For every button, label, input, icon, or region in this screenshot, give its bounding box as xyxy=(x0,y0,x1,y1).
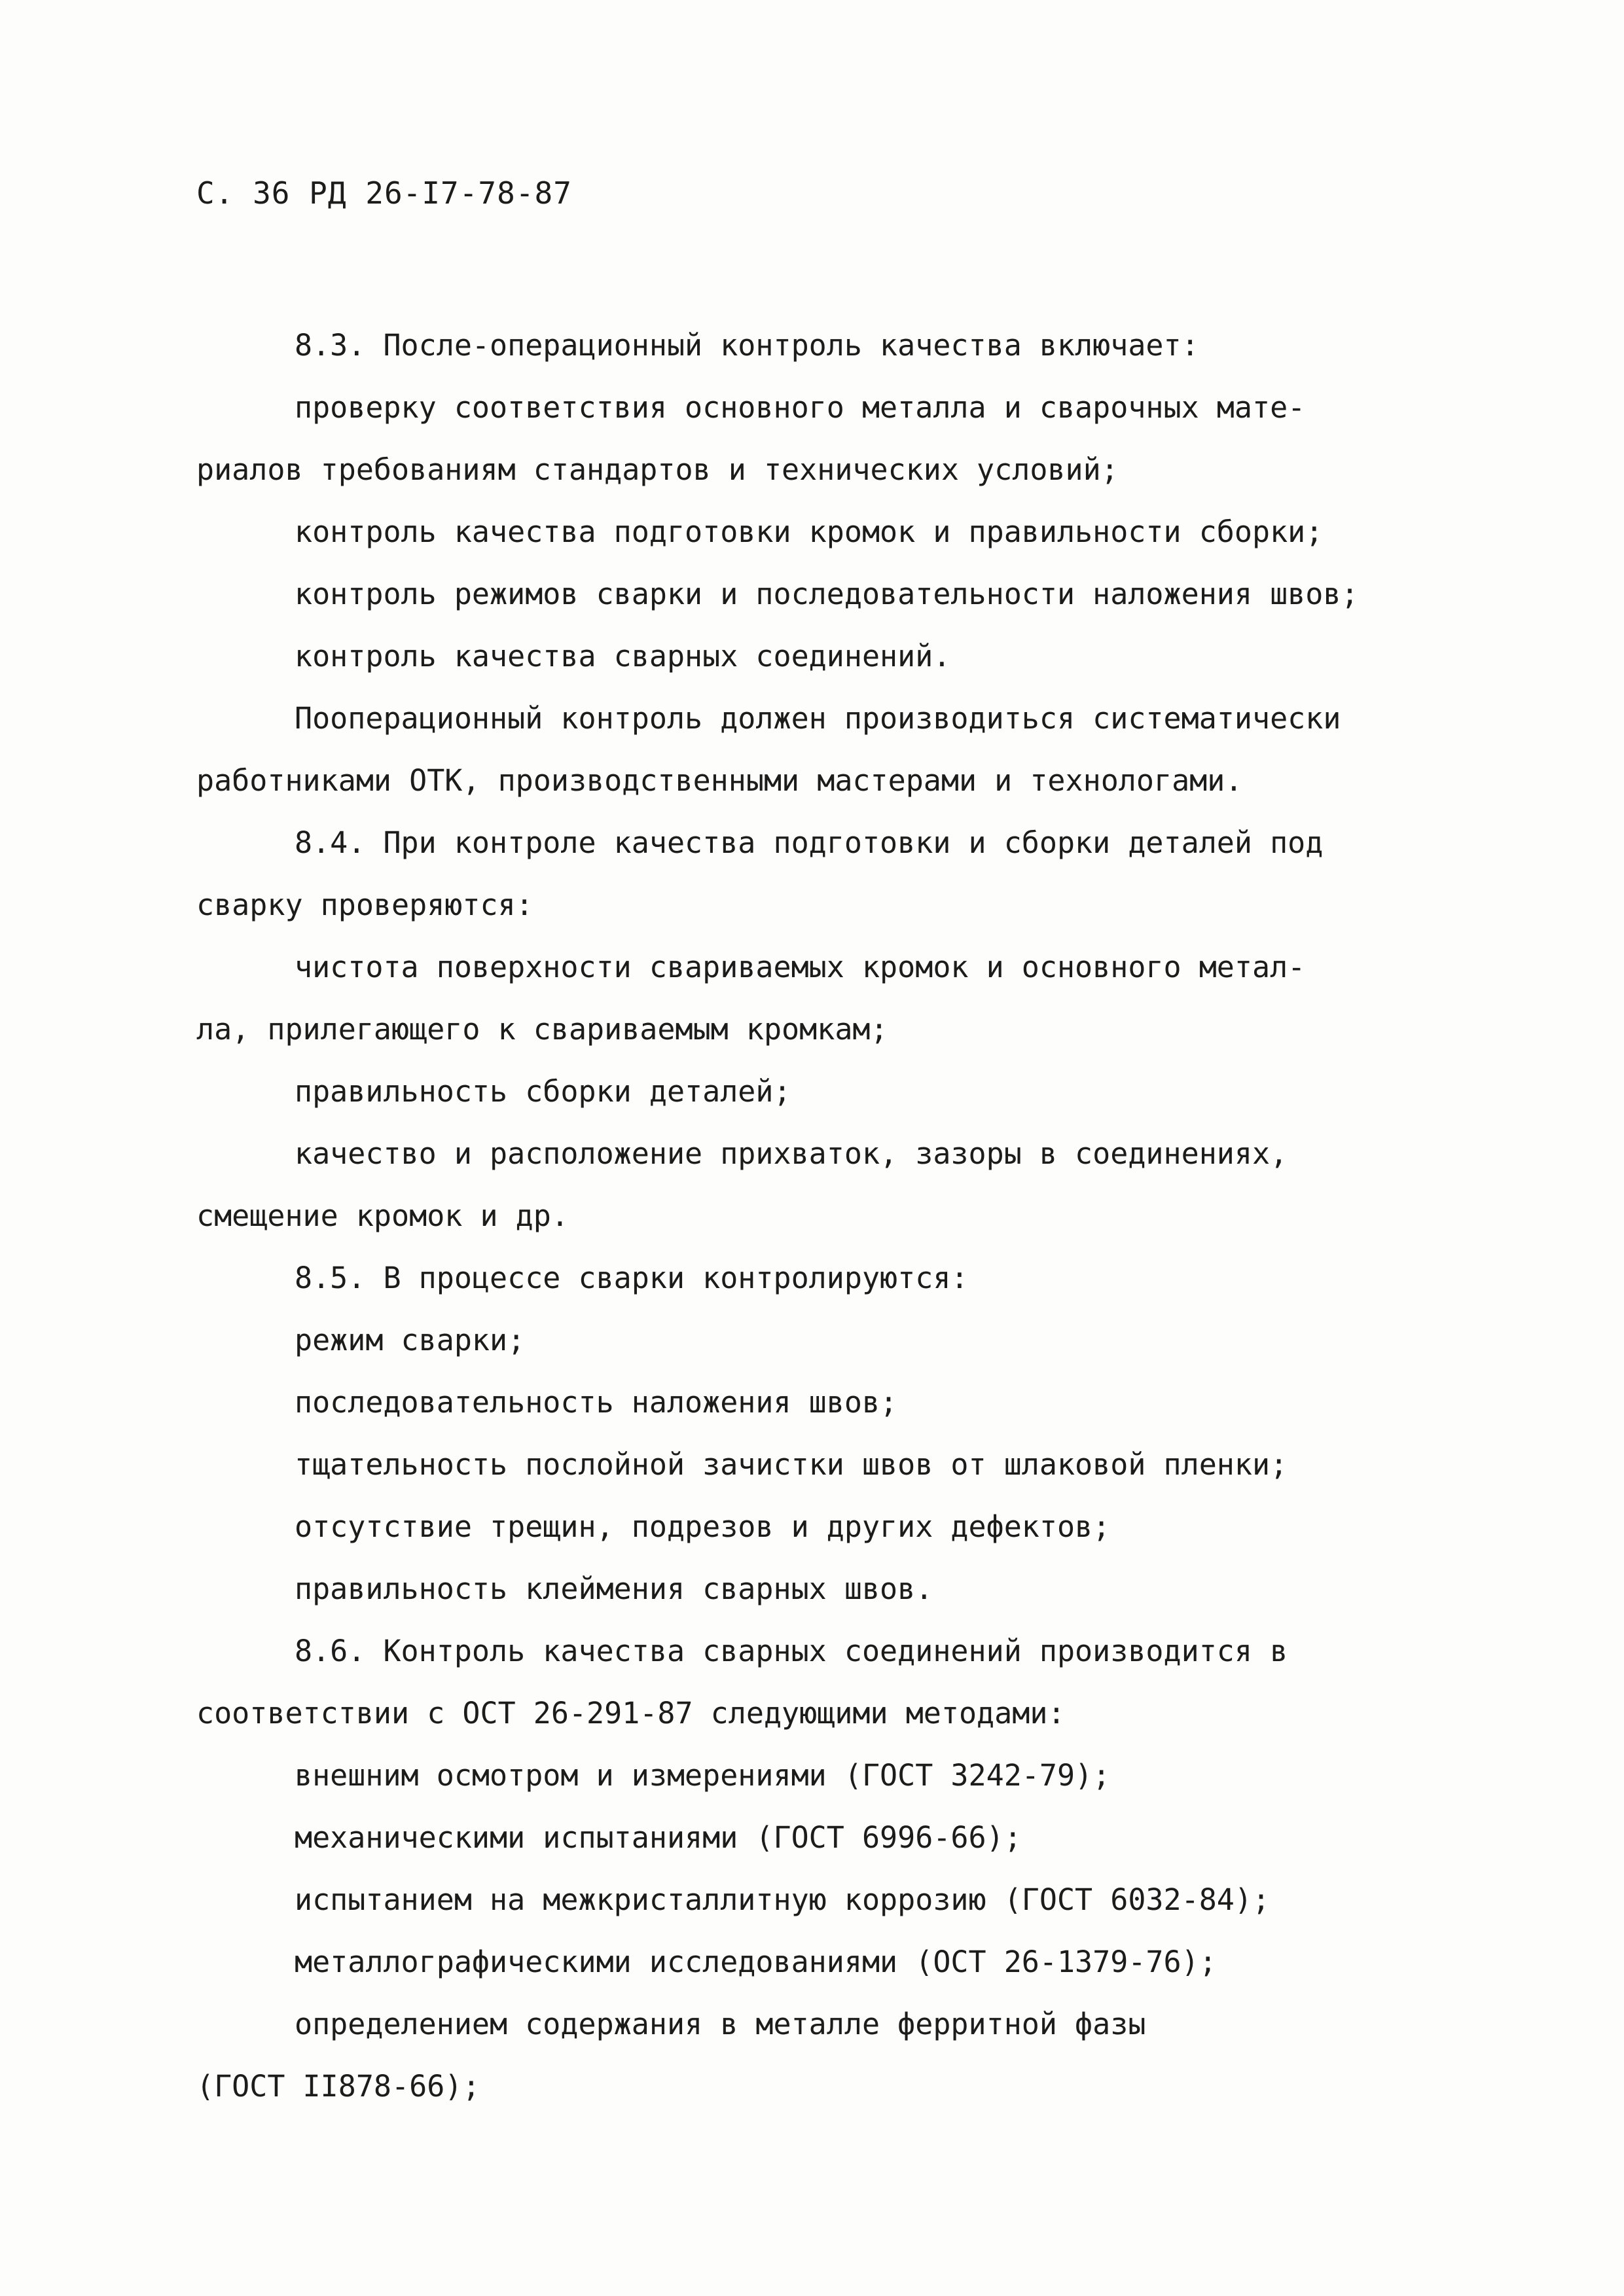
paragraph-line: 8.3. После-операционный контроль качества включает: xyxy=(295,328,1199,363)
paragraph-line: (ГОСТ II878-66); xyxy=(196,2069,480,2104)
paragraph-line: испытанием на межкристаллитную коррозию (ГОСТ 6032-84); xyxy=(295,1882,1271,1917)
page-header: С. 36 РД 26-I7-78-87 xyxy=(196,175,572,211)
paragraph-line: риалов требованиям стандартов и технических условий; xyxy=(196,452,1119,487)
paragraph-line: внешним осмотром и измерениями (ГОСТ 3242-79); xyxy=(295,1758,1111,1793)
paragraph-line: контроль режимов сварки и последовательности наложения швов; xyxy=(295,577,1359,611)
paragraph-line: последовательность наложения швов; xyxy=(295,1385,898,1420)
paragraph-line: правильность сборки деталей; xyxy=(295,1074,791,1109)
paragraph-line: контроль качества сварных соединений. xyxy=(295,639,951,673)
paragraph-line: контроль качества подготовки кромок и правильности сборки; xyxy=(295,514,1324,549)
paragraph-line: чистота поверхности свариваемых кромок и основного метал- xyxy=(295,950,1306,984)
paragraph-line: механическими испытаниями (ГОСТ 6996-66); xyxy=(295,1820,1022,1855)
paragraph-line: тщательность послойной зачистки швов от шлаковой пленки; xyxy=(295,1447,1288,1482)
paragraph-line: работниками ОТК, производственными мастерами и технологами. xyxy=(196,763,1243,798)
document-body xyxy=(196,314,1506,2117)
paragraph-line: отсутствие трещин, подрезов и других дефектов; xyxy=(295,1509,1111,1544)
paragraph-line: соответствии с ОСТ 26-291-87 следующими методами: xyxy=(196,1696,1066,1731)
paragraph-line: смещение кромок и др. xyxy=(196,1198,569,1233)
paragraph-line: ла, прилегающего к свариваемым кромкам; xyxy=(196,1012,888,1047)
paragraph-line: режим сварки; xyxy=(295,1323,526,1357)
paragraph-line: сварку проверяются: xyxy=(196,888,533,922)
paragraph-line: 8.5. В процессе сварки контролируются: xyxy=(295,1261,969,1295)
paragraph-line: металлографическими исследованиями (ОСТ 26-1379-76); xyxy=(295,1945,1217,1979)
paragraph-line: 8.4. При контроле качества подготовки и сборки деталей под xyxy=(295,825,1324,860)
paragraph-line: качество и расположение прихваток, зазоры в соединениях, xyxy=(295,1136,1288,1171)
paragraph-line: Пооперационный контроль должен производиться систематически xyxy=(295,701,1341,736)
paragraph-line: 8.6. Контроль качества сварных соединений производится в xyxy=(295,1634,1288,1668)
paragraph-line: правильность клеймения сварных швов. xyxy=(295,1571,933,1606)
paragraph-line: проверку соответствия основного металла и сварочных мате- xyxy=(295,390,1306,425)
paragraph-line: определением содержания в металле ферритной фазы xyxy=(295,2007,1146,2041)
